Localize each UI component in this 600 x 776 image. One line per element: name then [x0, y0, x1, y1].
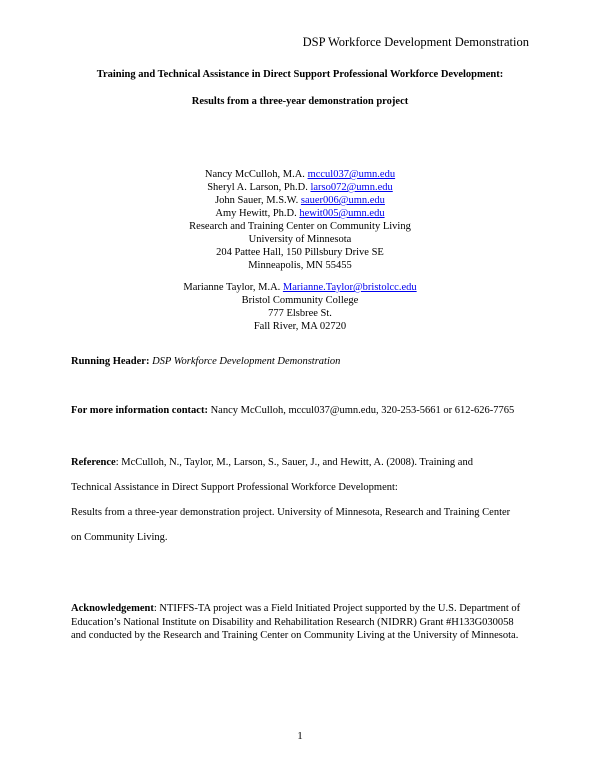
author-email-link[interactable]: larso072@umn.edu	[310, 182, 393, 193]
acknowledgement-label: Acknowledgement	[71, 603, 154, 614]
author-line	[40, 168, 560, 181]
reference-label: Reference	[71, 457, 116, 468]
running-header-paragraph	[71, 356, 531, 367]
affiliation-line: Bristol Community College	[241, 295, 359, 306]
author-email-link[interactable]: sauer006@umn.edu	[300, 195, 385, 206]
reference-text: : McCulloh, N., Taylor, M., Larson, S., Sauer, J., and Hewitt, A. (2008). Training and	[115, 457, 473, 468]
running-head: DSP Workforce Development Demonstration	[302, 35, 529, 49]
author-line	[40, 207, 560, 220]
author-email-link[interactable]: Marianne.Taylor@bristolcc.edu	[282, 282, 417, 293]
contact-paragraph	[71, 405, 541, 416]
paper-title-line2: Results from a three-year demonstration project	[191, 96, 409, 107]
author-name: John Sauer, M.S.W.	[215, 195, 299, 206]
page-number: 1	[297, 730, 303, 742]
affiliation-line: University of Minnesota	[248, 234, 352, 245]
affiliation-line: 777 Elsbree St.	[268, 308, 332, 319]
affiliation-line: 204 Pattee Hall, 150 Pillsbury Drive SE	[216, 247, 384, 258]
author-name: Amy Hewitt, Ph.D.	[215, 208, 297, 219]
author-line	[40, 194, 560, 207]
reference-line3: Results from a three-year demonstration project. University of Minnesota, Research and Training Center	[71, 507, 511, 518]
acknowledgement-text: : NTIFFS-TA project was a Field Initiated Project supported by the U.S. Department of Education’s National Institute on Disability and Rehabilitation Research (NIDRR) Grant #H133G030058 and conducted by the Research and Training Center on Community Living at the University of Minnesota.	[71, 603, 521, 641]
running-header-label: Running Header:	[71, 356, 150, 367]
author-block-bristol	[40, 281, 560, 333]
author-email-link[interactable]: hewit005@umn.edu	[299, 208, 385, 219]
author-line	[40, 281, 560, 294]
contact-label: For more information contact:	[71, 405, 208, 416]
author-name: Nancy McCulloh, M.A.	[204, 169, 305, 180]
reference-line2: Technical Assistance in Direct Support Professional Workforce Development:	[71, 482, 398, 493]
contact-value: Nancy McCulloh, mccul037@umn.edu, 320-253-5661 or 612-626-7765	[210, 405, 515, 416]
paper-title-line1: Training and Technical Assistance in Direct Support Professional Workforce Development:	[96, 69, 504, 80]
affiliation-line: Research and Training Center on Community Living	[189, 221, 411, 232]
author-email-link[interactable]: mccul037@umn.edu	[307, 169, 396, 180]
running-header-value: DSP Workforce Development Demonstration	[152, 356, 341, 367]
author-line	[40, 181, 560, 194]
author-name: Sheryl A. Larson, Ph.D.	[207, 182, 308, 193]
affiliation-line: Fall River, MA 02720	[253, 321, 347, 332]
acknowledgement-paragraph	[71, 602, 531, 643]
reference-line1	[71, 457, 473, 468]
author-name: Marianne Taylor, M.A.	[183, 282, 281, 293]
affiliation-line: Minneapolis, MN 55455	[248, 260, 352, 271]
author-block-umn	[40, 168, 560, 272]
reference-line4: on Community Living.	[71, 532, 168, 543]
